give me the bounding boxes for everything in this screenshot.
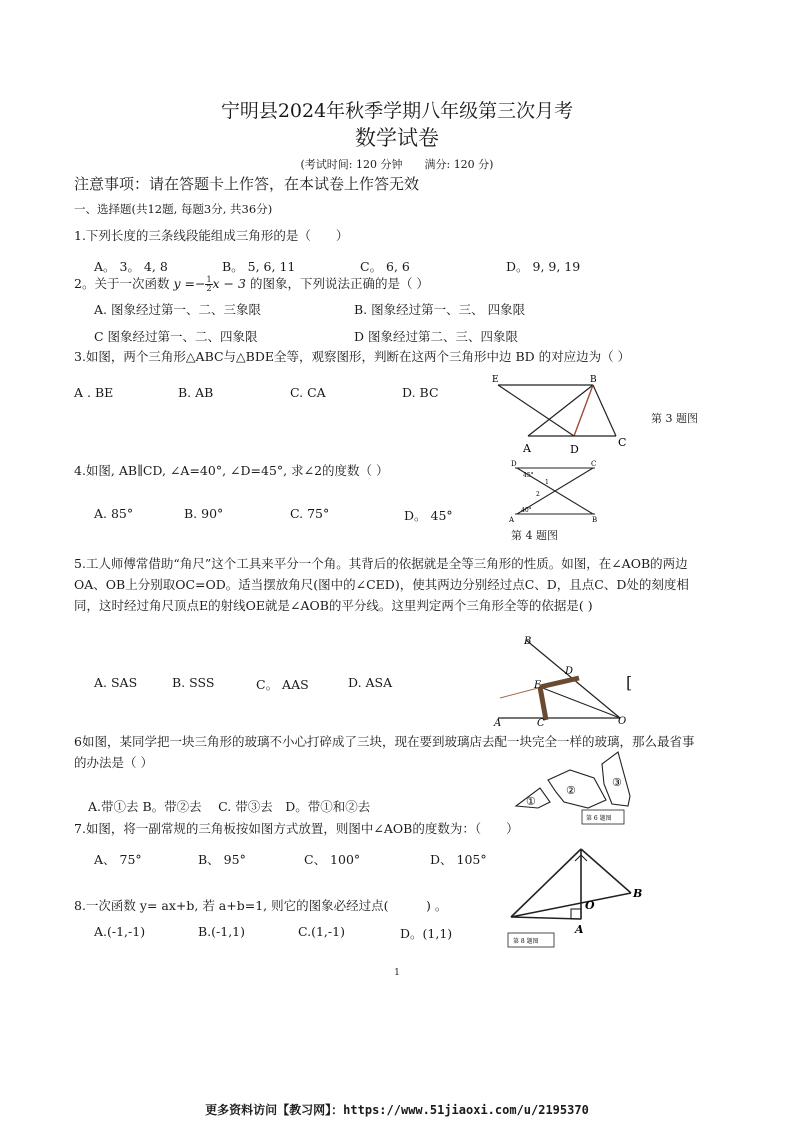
q4-angle-2: 2 xyxy=(536,491,540,498)
q4-label-d: D xyxy=(511,460,517,468)
q2-func-y: y =− xyxy=(173,276,206,291)
q6-piece-1-label: ① xyxy=(526,795,536,808)
q2-option-a: A. 图象经过第一、二、三象限 xyxy=(94,302,261,317)
q2-option-d: D 图象经过第二、三、四象限 xyxy=(354,329,518,344)
q7-stem: 7.如图，将一副常规的三角板按如图方式放置，则图中∠AOB的度数为：（ ） xyxy=(74,821,519,836)
q2-stem-post: 的图象，下列说法正确的是（ ） xyxy=(249,276,429,291)
q5-figure xyxy=(490,632,640,728)
q7-right-angle-mark xyxy=(571,909,581,919)
q7-option-b: B、 95° xyxy=(198,852,246,867)
q3-option-b: B. AB xyxy=(178,385,214,400)
q6-piece-2 xyxy=(548,770,606,808)
q3-stem: 3.如图，两个三角形△ABC与△BDE全等，观察图形，判断在这两个三角形中边 BD 的对应边为（ ） xyxy=(74,349,631,364)
q6-caption: 第 6 题图 xyxy=(586,815,612,822)
q3-option-d: D. BC xyxy=(402,385,439,400)
q2-fraction xyxy=(205,276,212,293)
q2-option-c: C 图象经过第一、二、四象限 xyxy=(94,329,258,344)
q2-frac-den: 2 xyxy=(206,284,212,293)
q5-label-b: B xyxy=(524,636,532,647)
q3-label-a: A xyxy=(523,442,531,455)
q2-stem xyxy=(74,274,429,293)
q3-label-d: D xyxy=(570,443,579,456)
q5-option-a: A. SAS xyxy=(94,675,138,690)
q5-label-c: C xyxy=(537,718,545,728)
q3-label-b: B xyxy=(590,375,597,385)
section-heading: 一、选择题(共12题, 每题3分, 共36分) xyxy=(74,202,273,216)
q3-figure xyxy=(486,370,636,460)
q8-option-a: A.(-1,-1) xyxy=(94,924,146,939)
q5-ray-oe xyxy=(540,687,620,718)
q3-caption: 第 3 题图 xyxy=(651,412,698,425)
q1-stem: 1.下列长度的三条线段能组成三角形的是（ ） xyxy=(74,228,349,243)
q1-option-c: C。 6, 6 xyxy=(360,259,410,274)
q3-edge-ed xyxy=(498,385,574,436)
q7-caption: 第 8 题图 xyxy=(513,938,539,945)
q4-option-b: B. 90° xyxy=(184,506,224,521)
q1-option-a: A。 3。 4, 8 xyxy=(94,259,168,274)
q3-label-c: C xyxy=(618,436,627,449)
q5-bracket-mark: [ xyxy=(626,673,633,692)
q2-frac-num: 1 xyxy=(206,275,212,284)
q5-stem: 5.工人师傅常借助“角尺”这个工具来平分一个角。其背后的依据就是全等三角形的性质。如图，在∠AOB的两边OA、OB上分别取OC=OD。适当摆放角尺(图中的∠CED)，使其两边分别经过点C、D，且点C、D处的刻度相同，这时经过角尺顶点E的射线OE就是∠AOB的平分线。这里判定两个三角形全等的依据是( ) xyxy=(74,556,689,613)
q6-piece-2-label: ② xyxy=(566,784,576,797)
q2-stem-pre: 2。关于一次函数 xyxy=(74,276,170,291)
q5-option-d: D. ASA xyxy=(348,675,393,690)
q4-angle-1: 1 xyxy=(545,479,549,486)
q3-label-e: E xyxy=(492,375,499,385)
q7-figure xyxy=(505,845,665,953)
q5-label-e: E xyxy=(534,680,542,691)
q4-figure xyxy=(505,458,605,524)
q7-option-a: A、 75° xyxy=(94,852,142,867)
q4-caption: 第 4 题图 xyxy=(511,529,558,542)
q8-stem: 8.一次函数 y= ax+b, 若 a+b=1, 则它的图象必经过点( ) 。 xyxy=(74,898,448,913)
q6-figure xyxy=(508,744,638,826)
q4-stem: 4.如图, AB∥CD, ∠A=40°, ∠D=45°, 求∠2的度数（ ） xyxy=(74,463,389,478)
q7-option-c: C、 100° xyxy=(304,852,361,867)
q5-label-o: O xyxy=(618,716,627,727)
q5-extension xyxy=(500,688,538,698)
q5-label-d: D xyxy=(565,666,574,677)
q2-option-b: B. 图象经过第一、三、 四象限 xyxy=(354,302,526,317)
q7-label-b: B xyxy=(633,887,643,900)
q5-ruler-arm-ed xyxy=(540,678,579,687)
q3-option-a: A . BE xyxy=(74,385,114,400)
q4-label-c: C xyxy=(591,460,597,468)
q8-option-c: C.(1,-1) xyxy=(298,924,345,939)
q4-label-a: A xyxy=(509,516,515,524)
footer-link[interactable]: 更多资料访问【教习网】：https://www.51jiaoxi.com/u/2195370 xyxy=(205,1103,589,1117)
q6-stem: 6如图，某同学把一块三角形的玻璃不小心打碎成了三块，现在要到玻璃店去配一块完全一样的玻璃，那么最省事的办法是（ ） xyxy=(74,734,695,770)
q4-angle-d: 45° xyxy=(523,472,534,479)
q5-option-b: B. SSS xyxy=(172,675,215,690)
q5-label-a: A xyxy=(494,718,502,728)
q7-option-d: D、 105° xyxy=(430,852,487,867)
q7-triangle2-side xyxy=(581,849,631,893)
exam-title: 宁明县2024年秋季学期八年级第三次月考 xyxy=(220,100,574,122)
q6-piece-3-label: ③ xyxy=(612,776,622,789)
q1-option-d: D。 9, 9, 19 xyxy=(506,259,581,274)
q2-func-rest: x − 3 xyxy=(212,276,246,291)
q8-option-d: D。(1,1) xyxy=(400,926,453,941)
q4-angle-a: 40° xyxy=(521,507,532,514)
notice: 注意事项：请在答题卡上作答，在本试卷上作答无效 xyxy=(74,175,420,193)
exam-info: (考试时间: 120 分钟 满分: 120 分) xyxy=(300,158,494,171)
q7-label-o: O xyxy=(585,899,595,912)
page-number: 1 xyxy=(394,968,400,978)
q3-edge-bc xyxy=(593,385,616,436)
q4-option-c: C. 75° xyxy=(290,506,330,521)
q8-option-b: B.(-1,1) xyxy=(198,924,246,939)
q7-label-a: A xyxy=(575,923,584,936)
q4-option-a: A. 85° xyxy=(94,506,134,521)
q4-option-d: D。 45° xyxy=(404,508,453,523)
q6-options: A.带①去 B。带②去 C. 带③去 D。带①和②去 xyxy=(88,799,371,814)
q3-option-c: C. CA xyxy=(290,385,326,400)
q5-ruler-arm-ec xyxy=(540,687,546,720)
q4-label-b: B xyxy=(592,516,598,524)
exam-subject: 数学试卷 xyxy=(355,126,439,150)
q1-option-b: B。 5, 6, 11 xyxy=(222,259,296,274)
q7-triangle1-hyp xyxy=(511,849,581,917)
q5-option-c: C。 AAS xyxy=(256,677,309,692)
